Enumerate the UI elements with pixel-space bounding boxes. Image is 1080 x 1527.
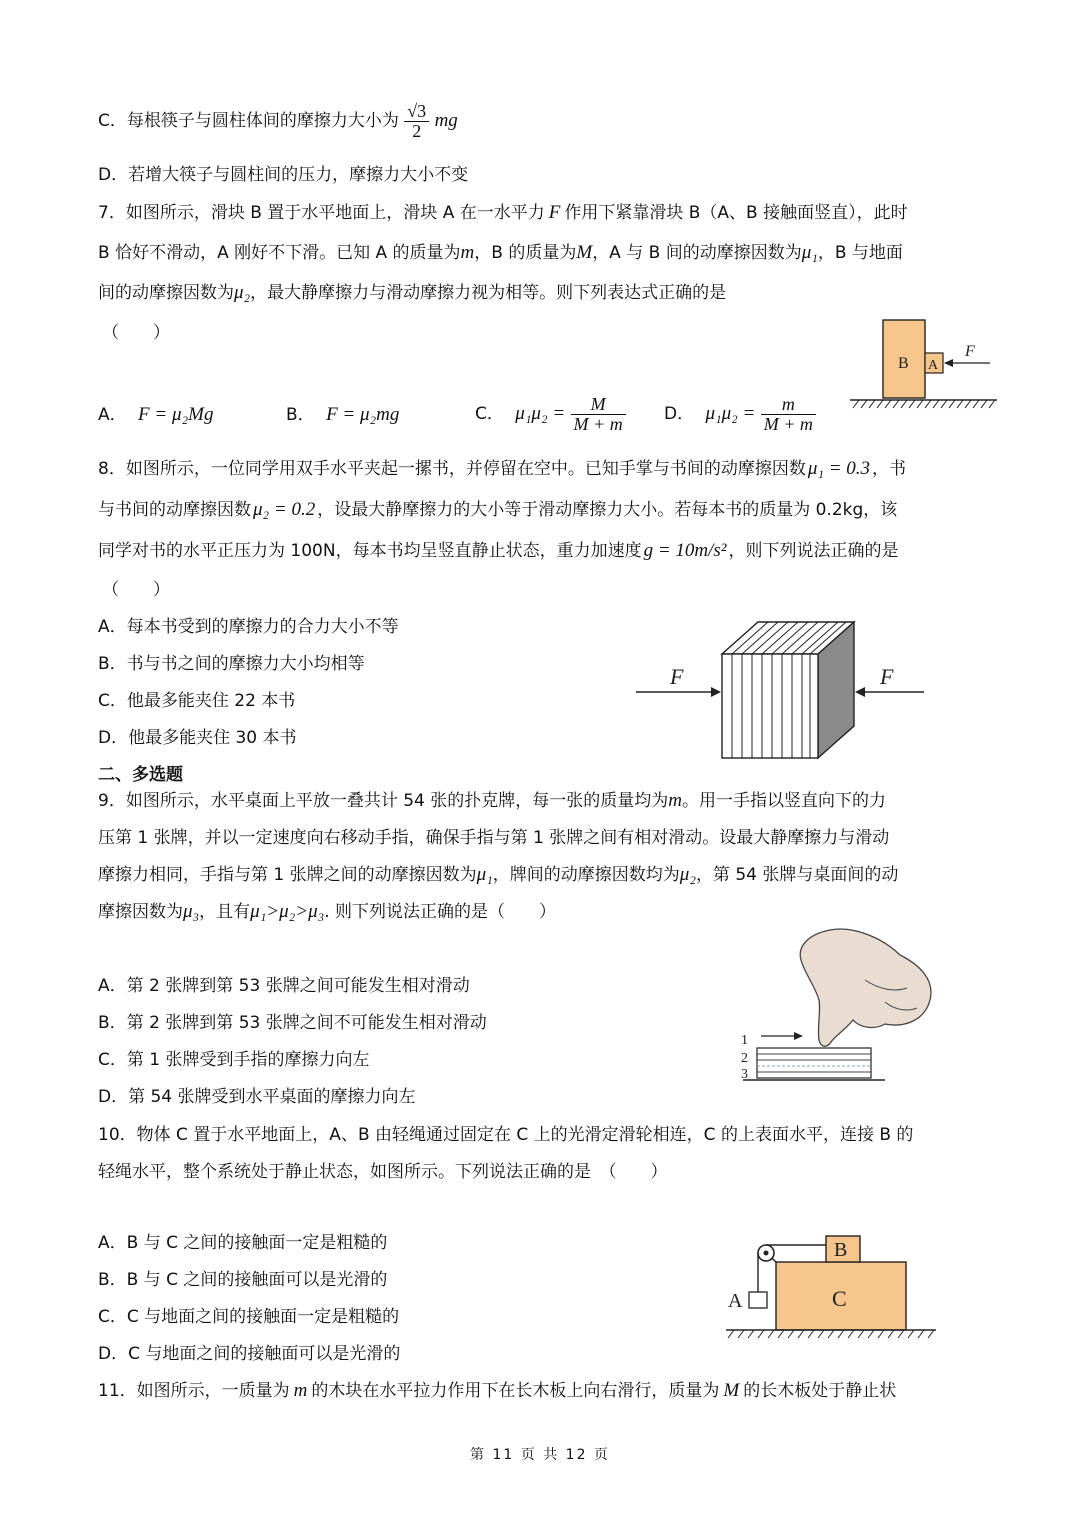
block-a-label: A bbox=[928, 358, 939, 373]
q6-option-c-text: C．每根筷子与圆柱体间的摩擦力大小为 bbox=[98, 111, 399, 131]
mass-symbol: m bbox=[460, 242, 475, 263]
q8-option-a: A．每本书受到的摩擦力的合力大小不等 bbox=[98, 617, 399, 637]
motion-arrow-head bbox=[794, 1032, 803, 1040]
text: B 恰好不滑动，A 刚好不下滑。已知 A 的质量为 bbox=[98, 243, 461, 263]
text: 9．如图所示，水平桌面上平放一叠共计 54 张的扑克牌，每一张的质量均为 bbox=[98, 791, 669, 811]
mu-symbol: μ₁ bbox=[801, 242, 818, 263]
text: ，最大静摩擦力与滑动摩擦力视为相等。则下列表达式正确的是 bbox=[250, 283, 727, 303]
text: ，则下列说法正确的是 bbox=[728, 541, 899, 561]
q10-option-d: D．C 与地面之间的接触面可以是光滑的 bbox=[98, 1344, 401, 1364]
q7-option-b bbox=[286, 400, 399, 426]
q9-option-d: D．第 54 张牌受到水平桌面的摩擦力向左 bbox=[98, 1087, 416, 1107]
card-label-3: 3 bbox=[741, 1067, 748, 1082]
q7-stem-line-3 bbox=[98, 278, 726, 304]
fraction-denominator: M + m bbox=[573, 413, 623, 434]
text: 作用下紧靠滑块 B（A、B 接触面竖直），此时 bbox=[564, 203, 908, 223]
q9-option-a: A．第 2 张牌到第 53 张牌之间可能发生相对滑动 bbox=[98, 976, 470, 996]
q7-figure bbox=[845, 316, 1005, 416]
q9-option-c: C．第 1 张牌受到手指的摩擦力向左 bbox=[98, 1050, 370, 1070]
q7-answer-bracket: （ ） bbox=[102, 323, 170, 343]
mass-symbol: m bbox=[668, 790, 682, 811]
q9-option-b: B．第 2 张牌到第 53 张牌之间不可能发生相对滑动 bbox=[98, 1013, 487, 1033]
q9-figure bbox=[735, 920, 945, 1090]
text: 8．如图所示，一位同学用双手水平夹起一摞书，并停留在空中。已知手掌与书间的动摩擦因数 bbox=[98, 459, 806, 479]
q7-option-d bbox=[664, 390, 816, 438]
text: ，且有 bbox=[199, 902, 251, 922]
force-arrow-right-head bbox=[855, 687, 865, 697]
block-a-label: A bbox=[728, 1290, 743, 1312]
text: . 则下列说法正确的是（ ） bbox=[324, 902, 557, 922]
block-a bbox=[749, 1292, 767, 1308]
q10-stem-line-1: 10．物体 C 置于水平地面上，A、B 由轻绳通过固定在 C 上的光滑定滑轮相连，C 的上表面水平，连接 B 的 bbox=[98, 1125, 914, 1145]
card-label-1: 1 bbox=[741, 1033, 748, 1048]
force-label: F bbox=[965, 343, 975, 360]
fraction-denominator: M + m bbox=[763, 413, 813, 434]
force-label-left: F bbox=[670, 664, 684, 689]
text: 摩擦因数为 bbox=[98, 902, 183, 922]
q9-stem-line-4 bbox=[98, 897, 556, 923]
ground-hatch bbox=[728, 1330, 934, 1338]
force-arrow-head bbox=[944, 359, 953, 367]
text: ，牌间的动摩擦因数均为 bbox=[492, 865, 680, 885]
mu-symbol: μ₂ bbox=[679, 864, 696, 885]
card-label-2: 2 bbox=[741, 1051, 748, 1066]
force-label-right: F bbox=[880, 664, 894, 689]
text: 与书间的动摩擦因数 bbox=[98, 500, 251, 520]
q10-option-b: B．B 与 C 之间的接触面可以是光滑的 bbox=[98, 1270, 388, 1290]
q9-stem-line-2: 压第 1 张牌，并以一定速度向右移动手指，确保手指与第 1 张牌之间有相对滑动。设最大静摩擦力与滑动 bbox=[98, 828, 890, 848]
text: ，A 与 B 间的动摩擦因数为 bbox=[592, 243, 802, 263]
fraction-denominator: 2 bbox=[412, 120, 422, 141]
text: 同学对书的水平正压力为 100N，每本书均呈竖直静止状态，重力加速度 bbox=[98, 541, 642, 561]
text: ，B 的质量为 bbox=[474, 243, 577, 263]
gravity-value: g = 10m/s² bbox=[643, 540, 727, 561]
force-symbol: F bbox=[548, 202, 561, 223]
mu-value: μ₁ = 0.3 bbox=[807, 458, 871, 479]
section-heading: 二、多选题 bbox=[98, 765, 183, 785]
q6-option-c-tail: mg bbox=[434, 110, 458, 131]
mu-symbol: μ₁ bbox=[476, 864, 493, 885]
option-fraction bbox=[571, 395, 626, 434]
text: ，第 54 张牌与桌面间的动 bbox=[695, 865, 899, 885]
mu-symbol: μ₂ bbox=[234, 282, 251, 303]
q10-option-a: A．B 与 C 之间的接触面一定是粗糙的 bbox=[98, 1233, 388, 1253]
q8-answer-bracket: （ ） bbox=[102, 580, 170, 600]
option-label: B． bbox=[286, 405, 315, 425]
text: ，书 bbox=[872, 459, 907, 479]
ground-hatch bbox=[853, 400, 995, 408]
block-c-label: C bbox=[832, 1286, 847, 1311]
option-label: A． bbox=[98, 405, 127, 425]
text: 。用一手指以竖直向下的力 bbox=[682, 791, 886, 811]
text: ，设最大静摩擦力的大小等于滑动摩擦力大小。若每本书的质量为 0.2kg，该 bbox=[317, 500, 898, 520]
q7-option-c bbox=[475, 390, 626, 438]
text: 7．如图所示，滑块 B 置于水平地面上，滑块 A 在一水平力 bbox=[98, 203, 545, 223]
fraction-numerator: m bbox=[761, 395, 816, 415]
q11-stem-line-1 bbox=[98, 1376, 896, 1402]
fraction-numerator: √3 bbox=[404, 102, 429, 122]
card-deck bbox=[757, 1048, 871, 1078]
mu-symbol: μ₃ bbox=[183, 901, 200, 922]
q9-stem-line-3 bbox=[98, 860, 898, 886]
book-stack-front bbox=[722, 654, 818, 758]
text: 摩擦力相同，手指与第 1 张牌之间的动摩擦因数为 bbox=[98, 865, 477, 885]
option-fraction bbox=[761, 395, 816, 434]
force-arrow-left-head bbox=[711, 687, 721, 697]
pulley-axle bbox=[764, 1251, 769, 1256]
mass-symbol: M bbox=[723, 1380, 740, 1401]
q9-stem-line-1 bbox=[98, 786, 886, 812]
option-formula: F = μ₂mg bbox=[326, 404, 400, 425]
option-label: C． bbox=[475, 404, 504, 424]
mu-relation: μ₁>μ₂>μ₃ bbox=[250, 901, 325, 922]
text: 的长木板处于静止状 bbox=[743, 1381, 897, 1401]
q8-stem-line-1 bbox=[98, 454, 906, 480]
q10-figure bbox=[722, 1228, 942, 1344]
block-b-label: B bbox=[898, 355, 909, 372]
q6-option-c-fraction bbox=[404, 102, 429, 141]
fraction-numerator: M bbox=[571, 395, 626, 415]
q10-stem-line-2: 轻绳水平，整个系统处于静止状态，如图所示。下列说法正确的是 （ ） bbox=[98, 1162, 668, 1182]
q8-stem-line-2 bbox=[98, 495, 897, 521]
block-b-label: B bbox=[834, 1239, 848, 1261]
option-formula: F = μ₂Mg bbox=[138, 404, 214, 425]
q10-option-c: C．C 与地面之间的接触面一定是粗糙的 bbox=[98, 1307, 400, 1327]
q7-stem-line-2 bbox=[98, 238, 903, 264]
option-formula-lhs: μ₁μ₂ = bbox=[515, 403, 566, 424]
text: 11．如图所示，一质量为 bbox=[98, 1381, 290, 1401]
option-formula-lhs: μ₁μ₂ = bbox=[705, 403, 756, 424]
q6-option-d: D．若增大筷子与圆柱间的压力，摩擦力大小不变 bbox=[98, 165, 469, 185]
hand-icon bbox=[800, 929, 931, 1046]
q8-option-c: C．他最多能夹住 22 本书 bbox=[98, 691, 296, 711]
text: ，B 与地面 bbox=[817, 243, 903, 263]
q8-stem-line-3 bbox=[98, 536, 899, 562]
q7-stem-line-1 bbox=[98, 198, 908, 224]
q8-figure bbox=[630, 618, 930, 762]
text: 的木块在水平拉力作用下在长木板上向右滑行，质量为 bbox=[311, 1381, 720, 1401]
q8-option-b: B．书与书之间的摩擦力大小均相等 bbox=[98, 654, 365, 674]
mass-symbol: m bbox=[293, 1380, 308, 1401]
mu-value: μ₂ = 0.2 bbox=[253, 499, 316, 520]
q8-option-d: D．他最多能夹住 30 本书 bbox=[98, 728, 297, 748]
mass-symbol: M bbox=[576, 242, 593, 263]
text: 间的动摩擦因数为 bbox=[98, 283, 234, 303]
option-label: D． bbox=[664, 404, 695, 424]
q7-option-a bbox=[98, 400, 213, 426]
q6-option-c bbox=[98, 96, 458, 146]
page-footer: 第 11 页 共 12 页 bbox=[470, 1447, 610, 1463]
